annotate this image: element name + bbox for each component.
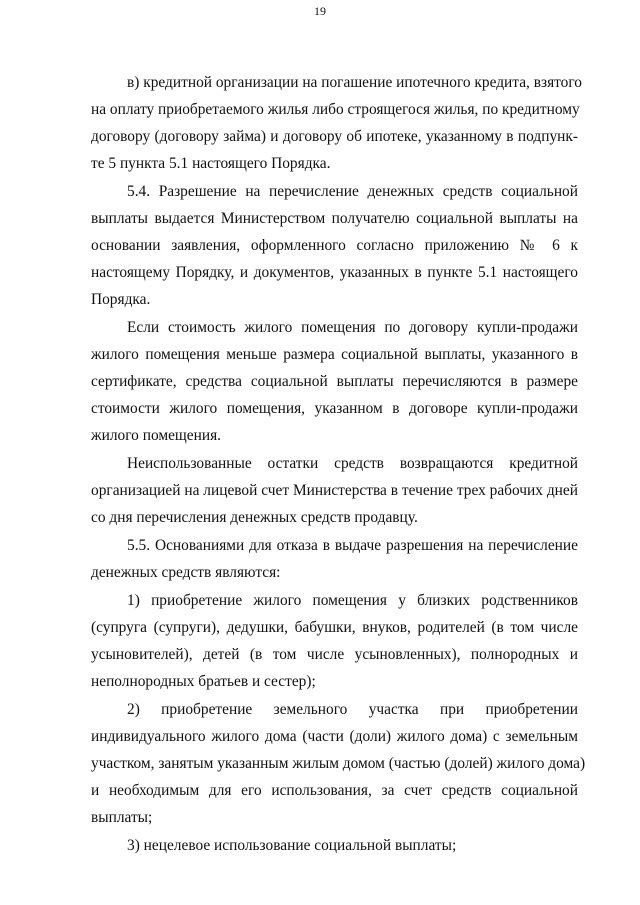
document-body	[91, 69, 586, 859]
text-line: сертификате, средства социальной выплаты перечисляются в размере	[91, 373, 578, 390]
paragraph-cost-condition	[91, 314, 578, 449]
text-line: выплаты выдается Министерством получателю социальной выплаты на	[91, 210, 578, 227]
text-line: денежных средств являются:	[91, 564, 281, 581]
paragraph-5-4	[91, 178, 578, 313]
text-line: на оплату приобретаемого жилья либо строящегося жилья, по кредитному	[91, 101, 580, 118]
text-line: неполнородных братьев и сестер);	[91, 673, 316, 690]
paragraph-item-2	[91, 696, 586, 831]
text-line: 3) нецелевое использование социальной выплаты;	[127, 837, 457, 854]
text-line: настоящему Порядку, и документов, указанных в пункте 5.1 настоящего	[91, 264, 578, 281]
page-number: 19	[314, 4, 326, 18]
text-line: выплаты;	[91, 809, 153, 826]
text-line: Если стоимость жилого помещения по договору купли-продажи	[127, 319, 578, 336]
text-line: Порядка.	[91, 291, 151, 308]
paragraph-item-3	[91, 832, 578, 859]
text-line: 5.4. Разрешение на перечисление денежных средств социальной	[127, 183, 578, 200]
text-line: те 5 пункта 5.1 настоящего Порядка.	[91, 155, 331, 172]
text-line: 1) приобретение жилого помещения у близких родственников	[127, 592, 578, 609]
paragraph-5-5	[91, 532, 578, 586]
text-line: стоимости жилого помещения, указанном в договоре купли-продажи	[91, 400, 578, 417]
text-line: 5.5. Основаниями для отказа в выдаче разрешения на перечисление	[127, 537, 578, 554]
text-line: участком, занятым указанным жилым домом (частью (долей) жилого дома)	[91, 755, 586, 772]
text-line: 2) приобретение земельного участка при приобретении	[127, 701, 578, 718]
text-line: организацией на лицевой счет Министерства в течение трех рабочих дней	[91, 482, 578, 499]
text-line: (супруга (супруги), дедушки, бабушки, внуков, родителей (в том числе	[91, 619, 578, 636]
paragraph-item-1	[91, 587, 578, 695]
text-line: жилого помещения.	[91, 427, 222, 444]
paragraph-item-v	[91, 69, 583, 177]
text-line: жилого помещения меньше размера социальной выплаты, указанного в	[91, 346, 578, 363]
text-line: и необходимым для его использования, за счет средств социальной	[91, 782, 578, 799]
text-line: Неиспользованные остатки средств возвращаются кредитной	[127, 455, 578, 472]
text-line: индивидуального жилого дома (части (доли) жилого дома) с земельным	[91, 728, 578, 745]
paragraph-unused-funds	[91, 450, 578, 531]
text-line: усыновителей), детей (в том числе усыновленных), полнородных и	[91, 646, 578, 663]
text-line: со дня перечисления денежных средств продавцу.	[91, 509, 418, 526]
text-line: основании заявления, оформленного согласно приложению № 6 к	[91, 237, 578, 254]
text-line: в) кредитной организации на погашение ипотечного кредита, взятого	[127, 74, 583, 91]
text-line: договору (договору займа) и договору об ипотеке, указанному в подпунк-	[91, 128, 578, 145]
